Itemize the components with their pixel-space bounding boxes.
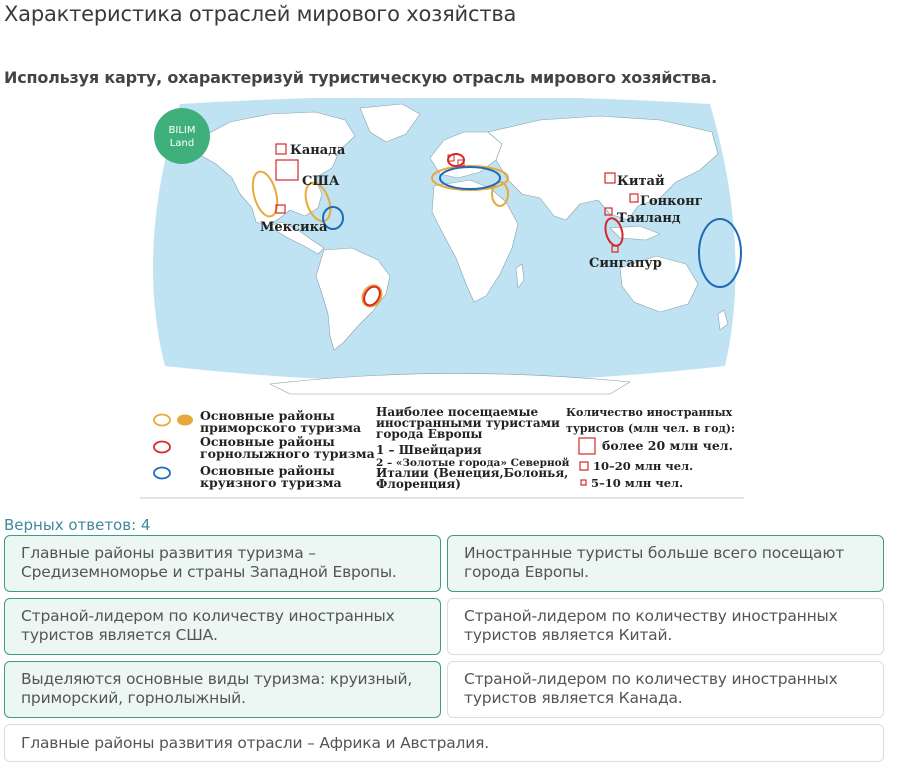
svg-text:Италии (Венеция,Болонья,: Италии (Венеция,Болонья, (376, 466, 569, 480)
page-title: Характеристика отраслей мирового хозяйства (4, 2, 517, 26)
svg-text:Количество иностранных: Количество иностранных (566, 406, 733, 419)
label-usa: США (302, 174, 340, 189)
answer-option-7[interactable]: Главные районы развития отрасли – Африка и Австралия. (4, 724, 884, 762)
svg-text:Основные районы: Основные районы (200, 408, 335, 423)
svg-text:горнолыжного туризма: горнолыжного туризма (200, 446, 375, 461)
svg-text:1 – Швейцария: 1 – Швейцария (376, 443, 482, 457)
svg-text:10–20 млн чел.: 10–20 млн чел. (593, 459, 694, 473)
svg-text:города Европы: города Европы (376, 427, 483, 441)
answer-option-2[interactable]: Иностранные туристы больше всего посещают города Европы. (447, 535, 884, 592)
bilimland-logo (154, 108, 210, 164)
svg-text:более 20 млн чел.: более 20 млн чел. (602, 438, 733, 453)
label-thailand: Таиланд (617, 211, 681, 226)
question-text: Используя карту, охарактеризуй туристическую отрасль мирового хозяйства. (4, 68, 718, 87)
answer-option-5[interactable]: Выделяются основные виды туризма: круизный, приморский, горнолыжный. (4, 661, 441, 718)
svg-text:иностранными туристами: иностранными туристами (376, 416, 560, 430)
label-hongkong: Гонконг (640, 194, 703, 209)
answer-option-4[interactable]: Страной-лидером по количеству иностранных туристов является Китай. (447, 598, 884, 655)
svg-text:Land: Land (169, 138, 195, 149)
label-china: Китай (617, 174, 665, 189)
svg-text:приморского туризма: приморского туризма (200, 420, 362, 435)
answer-option-1[interactable]: Главные районы развития туризма – Средиземноморье и страны Западной Европы. (4, 535, 441, 592)
svg-text:Наиболее посещаемые: Наиболее посещаемые (376, 405, 539, 419)
correct-answers-count: Верных ответов: 4 (4, 516, 151, 534)
svg-text:туристов (млн чел. в год):: туристов (млн чел. в год): (566, 422, 736, 435)
svg-text:BILIM: BILIM (168, 125, 196, 136)
answer-option-6[interactable]: Страной-лидером по количеству иностранных туристов является Канада. (447, 661, 884, 718)
answer-option-3[interactable]: Страной-лидером по количеству иностранных туристов является США. (4, 598, 441, 655)
svg-text:Основные районы: Основные районы (200, 434, 335, 449)
svg-text:5–10 млн чел.: 5–10 млн чел. (591, 476, 684, 490)
svg-text:Флоренция): Флоренция) (376, 477, 461, 491)
answer-options (4, 535, 884, 762)
tourism-map (140, 98, 750, 500)
label-mexico: Мексика (260, 220, 328, 235)
label-canada: Канада (290, 143, 346, 158)
svg-text:Основные районы: Основные районы (200, 463, 335, 478)
svg-text:круизного туризма: круизного туризма (200, 475, 342, 490)
svg-text:2 – «Золотые города» Северной: 2 – «Золотые города» Северной (376, 457, 570, 469)
label-singapore: Сингапур (589, 256, 662, 271)
